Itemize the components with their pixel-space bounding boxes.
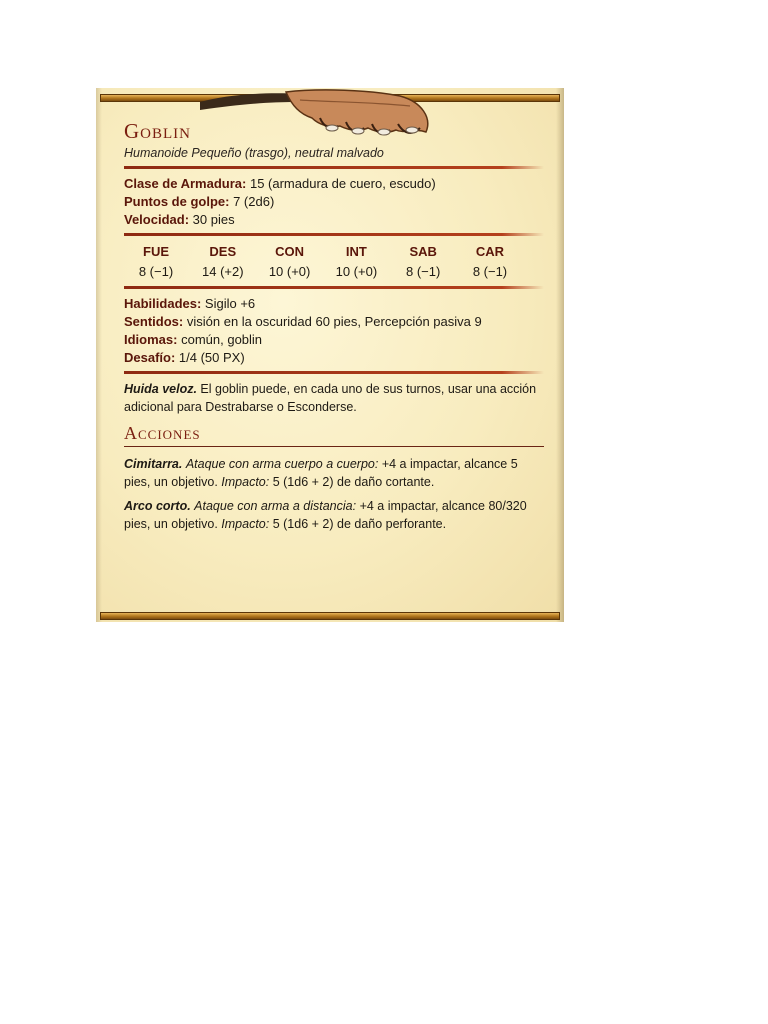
action-attack-text: +4 a impactar, alcance 80/320 pies, un objetivo. xyxy=(124,499,527,531)
divider-2 xyxy=(124,233,544,236)
ability-name: DES xyxy=(209,244,237,259)
stat-block-card xyxy=(96,88,564,622)
action-name: Arco corto. xyxy=(124,499,191,513)
hit-points-value: 7 (2d6) xyxy=(233,194,275,209)
ability-value: 14 (+2) xyxy=(202,264,244,279)
ability-name: SAB xyxy=(409,244,437,259)
ability-name: CON xyxy=(275,244,305,259)
languages-value: común, goblin xyxy=(181,332,263,347)
action-hit-label: Impacto: xyxy=(221,517,270,531)
frame-bottom-bar xyxy=(100,612,560,620)
actions-header-rule xyxy=(124,446,544,447)
divider-3 xyxy=(124,286,544,289)
challenge-label: Desafío: xyxy=(124,350,176,365)
monster-name: Goblin xyxy=(124,119,191,143)
skills-label: Habilidades: xyxy=(124,296,202,311)
ability-sab xyxy=(395,242,451,282)
ability-scores xyxy=(128,242,518,282)
ability-car xyxy=(462,242,518,282)
skills-value: Sigilo +6 xyxy=(204,296,256,311)
divider-4 xyxy=(124,371,544,374)
ability-name: INT xyxy=(345,244,367,259)
speed-line xyxy=(124,211,544,229)
action-cimitarra xyxy=(124,455,544,491)
action-name: Cimitarra. xyxy=(124,457,183,471)
ability-des xyxy=(195,242,251,282)
action-hit-label: Impacto: xyxy=(221,475,270,489)
speed-label: Velocidad: xyxy=(124,212,190,227)
action-attack-type: Ataque con arma cuerpo a cuerpo: xyxy=(185,457,379,471)
challenge-line xyxy=(124,349,544,367)
action-hit-text: 5 (1d6 + 2) de daño perforante. xyxy=(272,517,447,531)
stat-block-content xyxy=(124,118,544,539)
ability-int xyxy=(328,242,384,282)
languages-label: Idiomas: xyxy=(124,332,178,347)
languages-line xyxy=(124,331,544,349)
senses-value: visión en la oscuridad 60 pies, Percepción pasiva 9 xyxy=(186,314,482,329)
ability-value: 8 (−1) xyxy=(138,264,174,279)
action-attack-type: Ataque con arma a distancia: xyxy=(194,499,357,513)
trait-name: Huida veloz. xyxy=(124,382,197,396)
senses-line xyxy=(124,313,544,331)
ability-name: FUE xyxy=(143,244,169,259)
action-arco-corto xyxy=(124,497,544,533)
ability-value: 8 (−1) xyxy=(472,264,508,279)
ability-value: 10 (+0) xyxy=(268,264,311,279)
trait-huida-veloz xyxy=(124,380,544,416)
ability-name: CAR xyxy=(475,244,505,259)
armor-class-value: 15 (armadura de cuero, escudo) xyxy=(249,176,436,191)
ability-fue xyxy=(128,242,184,282)
speed-value: 30 pies xyxy=(192,212,235,227)
ability-con xyxy=(262,242,318,282)
hit-points-label: Puntos de golpe: xyxy=(124,194,230,209)
senses-label: Sentidos: xyxy=(124,314,184,329)
ability-value: 10 (+0) xyxy=(335,264,378,279)
card-left-shadow xyxy=(96,88,102,622)
hit-points-line xyxy=(124,193,544,211)
action-attack-text: +4 a impactar, alcance 5 pies, un objetivo. xyxy=(124,457,518,489)
action-hit-text: 5 (1d6 + 2) de daño cortante. xyxy=(272,475,435,489)
divider-1 xyxy=(124,166,544,169)
skills-line xyxy=(124,295,544,313)
trait-text: El goblin puede, en cada uno de sus turnos, usar una acción adicional para Destrabarse o Esconderse. xyxy=(124,382,537,414)
monster-type-line: Humanoide Pequeño (trasgo), neutral malvado xyxy=(124,146,384,160)
armor-class-line xyxy=(124,175,544,193)
card-right-shadow xyxy=(556,88,564,622)
armor-class-label: Clase de Armadura: xyxy=(124,176,247,191)
ability-value: 8 (−1) xyxy=(406,264,441,279)
actions-header: Acciones xyxy=(124,423,201,443)
challenge-value: 1/4 (50 PX) xyxy=(178,350,245,365)
